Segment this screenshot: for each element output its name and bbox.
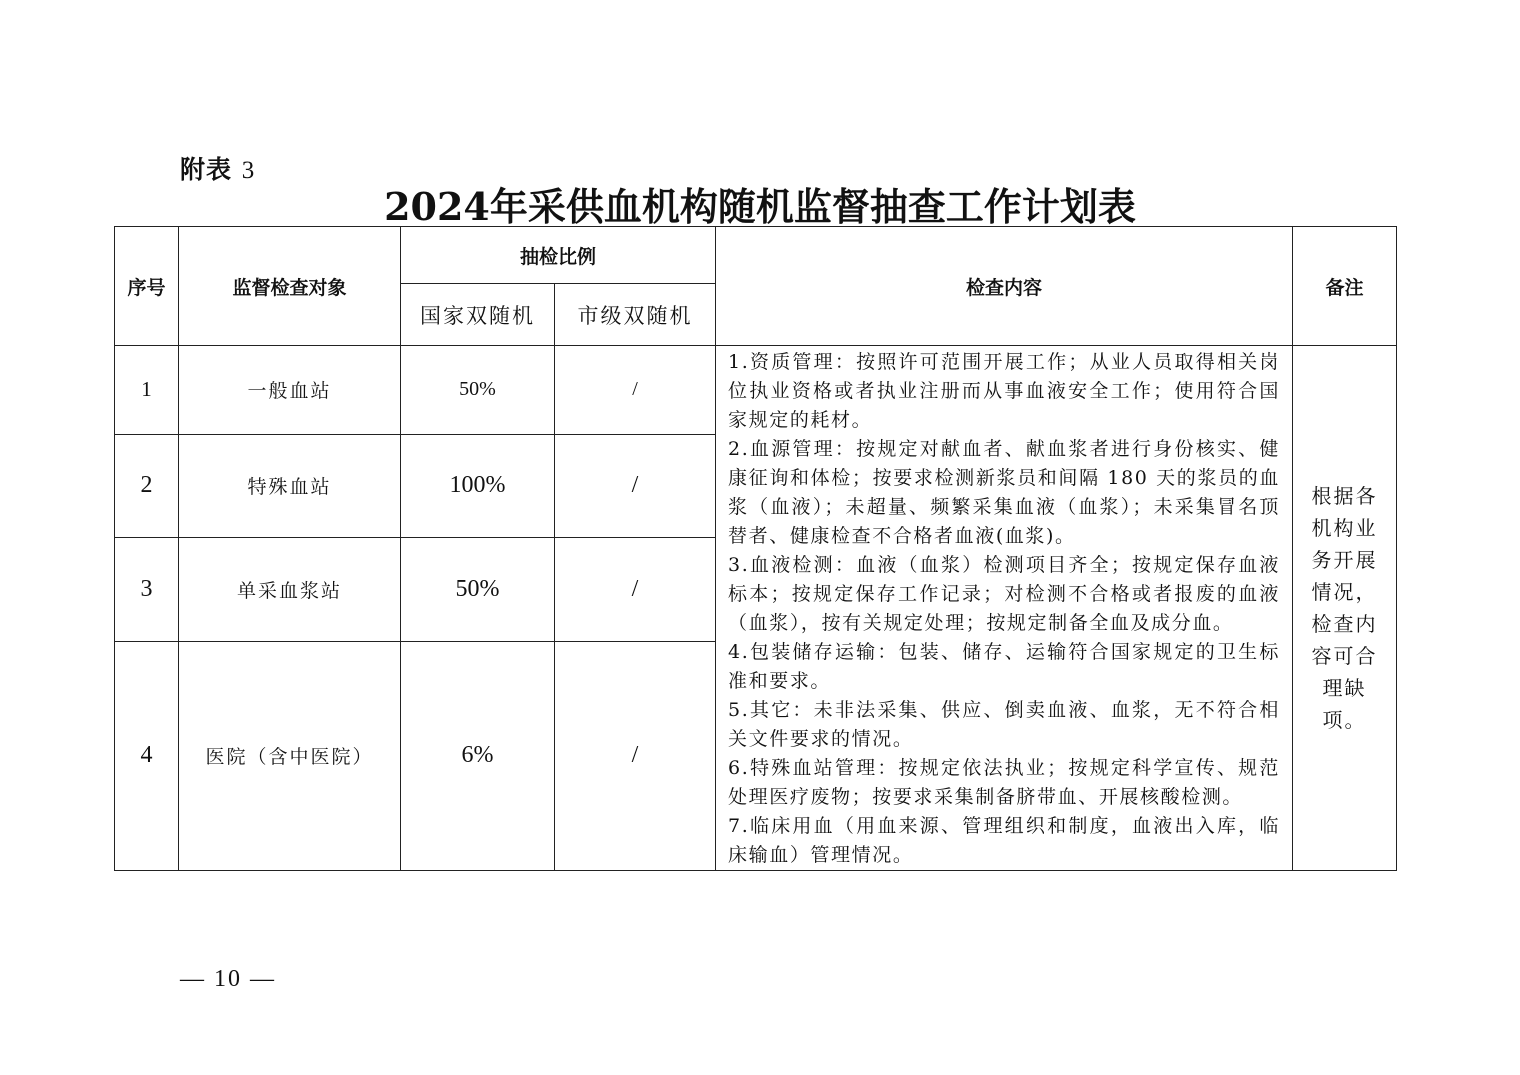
table-row: [115, 346, 1397, 435]
row-ratio-city: /: [555, 641, 716, 870]
header-ratio-city: 市级双随机: [555, 284, 716, 346]
content-item: 6.特殊血站管理：按规定依法执业；按规定科学宣传、规范处理医疗废物；按要求采集制备脐带血、开展核酸检测。: [728, 757, 1281, 808]
content-item: 7.临床用血（用血来源、管理组织和制度，血液出入库，临床输血）管理情况。: [728, 815, 1281, 866]
row-ratio-national: 50%: [401, 537, 555, 641]
header-seq: 序号: [115, 227, 179, 346]
row-object: 特殊血站: [179, 434, 401, 537]
header-remark: 备注: [1293, 227, 1397, 346]
content-item: 2.血源管理：按规定对献血者、献血浆者进行身份核实、健康征询和体检；按要求检测新浆员和间隔 180 天的浆员的血浆（血液）；未超量、频繁采集血液（血浆）；未采集冒名顶替者、健康检查不合格者血液(血浆)。: [728, 438, 1281, 547]
row-object: 医院（含中医院）: [179, 641, 401, 870]
content-item: 3.血液检测：血液（血浆）检测项目齐全；按规定保存血液标本；按规定保存工作记录；对检测不合格或者报废的血液（血浆），按有关规定处理；按规定制备全血及成分血。: [728, 554, 1281, 634]
header-object: 监督检查对象: [179, 227, 401, 346]
content-item: 4.包装储存运输：包装、储存、运输符合国家规定的卫生标准和要求。: [728, 641, 1281, 692]
row-ratio-national: 100%: [401, 434, 555, 537]
remark-cell: [1293, 346, 1397, 871]
row-ratio-city: /: [555, 346, 716, 435]
row-seq: 4: [115, 641, 179, 870]
content-item: 1.资质管理：按照许可范围开展工作；从业人员取得相关岗位执业资格或者执业注册而从事血液安全工作；使用符合国家规定的耗材。: [728, 351, 1281, 431]
inspection-plan-table: [114, 226, 1397, 871]
row-ratio-national: 50%: [401, 346, 555, 435]
attachment-prefix: 附表: [180, 155, 233, 184]
attachment-number: 3: [241, 157, 256, 184]
remark-text: 根据各机构业务开展情况，检查内容可合理缺项。: [1311, 484, 1378, 732]
header-ratio-group: 抽检比例: [401, 227, 716, 284]
row-seq: 3: [115, 537, 179, 641]
page-number: — 10 —: [180, 966, 276, 992]
row-ratio-national: 6%: [401, 641, 555, 870]
header-content: 检查内容: [716, 227, 1293, 346]
header-row-1: [115, 227, 1397, 284]
header-ratio-national: 国家双随机: [401, 284, 555, 346]
inspection-content-cell: [716, 346, 1293, 871]
row-ratio-city: /: [555, 434, 716, 537]
row-object: 一般血站: [179, 346, 401, 435]
row-object: 单采血浆站: [179, 537, 401, 641]
page-title: 2024年采供血机构随机监督抽查工作计划表: [384, 184, 1136, 229]
attachment-label: [180, 150, 255, 186]
row-ratio-city: /: [555, 537, 716, 641]
row-seq: 2: [115, 434, 179, 537]
row-seq: 1: [115, 346, 179, 435]
content-item: 5.其它：未非法采集、供应、倒卖血液、血浆，无不符合相关文件要求的情况。: [728, 699, 1281, 750]
